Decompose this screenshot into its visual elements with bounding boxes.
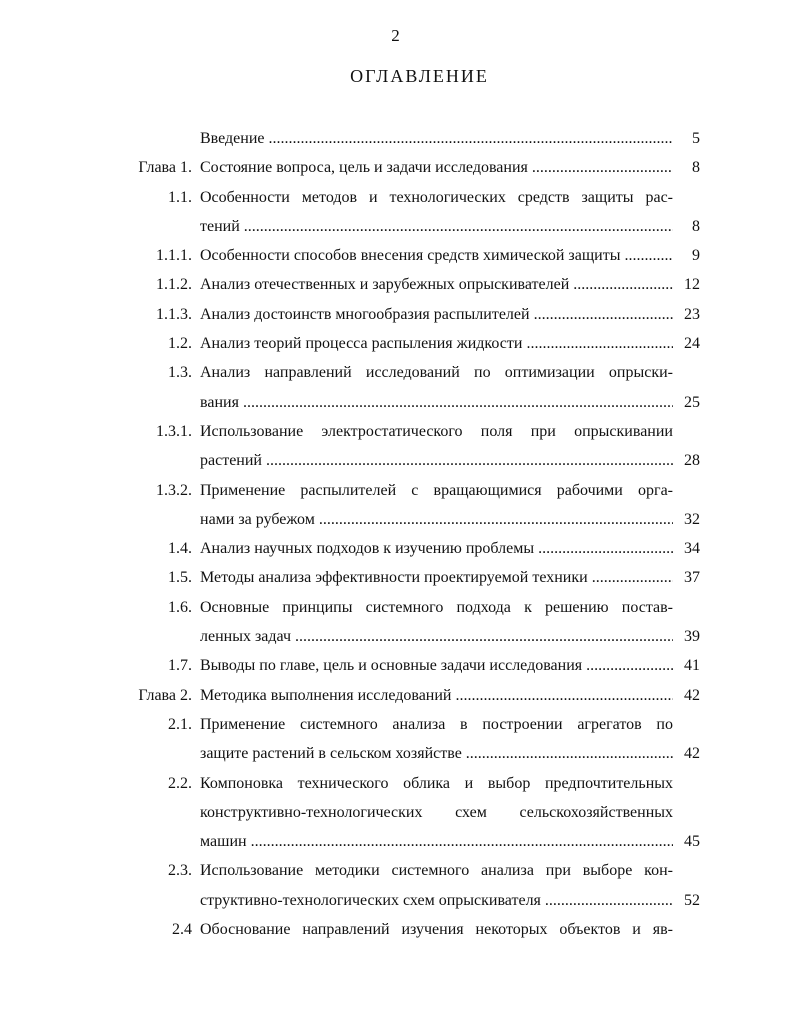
toc-entry-title: защите растений в сельском хозяйстве ..... [200,739,673,768]
toc-entry-number: 1.3. [168,364,192,382]
toc-entry-title: Анализ направлений исследований по оптимизации опрыски- [200,364,673,382]
toc-entry-title: Методы анализа эффективности проектируемой техники ..... [200,563,673,592]
toc-entry-page: 25 [684,393,700,411]
toc-entry-page: 42 [684,745,700,763]
toc-entry-number: 2.4 [172,921,192,939]
toc-entry-title: Применение системного анализа в построении агрегатов по [200,715,673,733]
toc-entry-page: 9 [692,247,700,265]
toc-entry-number: Глава 1. [138,159,192,177]
toc-entry-page: 34 [684,540,700,558]
toc-entry-line [0,329,791,358]
toc-entry-line [0,241,791,270]
toc-entry-page: 52 [684,891,700,909]
toc-entry-title: структивно-технологических схем опрыскивателя ..... [200,886,673,915]
toc-entry-line [0,856,791,885]
toc-entry-title: Анализ отечественных и зарубежных опрыскивателей ..... [200,270,673,299]
table-of-contents [0,124,791,944]
toc-entry-line [0,505,791,534]
toc-entry-number: 1.1.1. [156,247,192,265]
toc-entry-page: 39 [684,628,700,646]
toc-entry-number: 1.1.2. [156,276,192,294]
toc-entry-line [0,417,791,446]
page-number: 2 [391,26,400,45]
toc-entry-page: 42 [684,686,700,704]
toc-entry-page: 5 [692,130,700,147]
toc-entry-title: Анализ научных подходов к изучению проблемы ..... [200,534,673,563]
toc-entry-title: Анализ теорий процесса распыления жидкости ..... [200,329,673,358]
toc-entry-number: Глава 2. [138,686,192,704]
toc-entry-title: Особенности способов внесения средств химической защиты ..... [200,241,673,270]
toc-entry-page: 32 [684,510,700,528]
toc-entry-number: 1.1. [168,188,192,206]
toc-entry-title: нами за рубежом ..... [200,505,673,534]
toc-entry-title: машин ..... [200,827,673,856]
toc-entry-line [0,563,791,592]
toc-entry-line [0,212,791,241]
toc-entry-number: 1.3.2. [156,481,192,499]
toc-entry-number: 1.3.1. [156,422,192,440]
toc-entry-title: Использование методики системного анализа при выборе кон- [200,862,673,880]
toc-entry-line [0,388,791,417]
toc-entry-page: 8 [692,159,700,177]
toc-entry-line [0,651,791,680]
toc-entry-line [0,124,791,153]
toc-entry-page: 41 [684,657,700,675]
toc-entry-title: Использование электростатического поля при опрыскивании [200,422,673,440]
toc-entry-line [0,681,791,710]
toc-entry-title: Особенности методов и технологических средств защиты рас- [200,188,673,206]
toc-entry-line [0,534,791,563]
toc-entry-number: 2.1. [168,715,192,733]
toc-entry-line [0,739,791,768]
toc-entry-line [0,915,791,944]
toc-entry-title: Методика выполнения исследований ..... [200,681,673,710]
toc-entry-title: Выводы по главе, цель и основные задачи исследования ..... [200,651,673,680]
toc-entry-page: 24 [684,335,700,353]
toc-title: ОГЛАВЛЕНИЕ [350,66,489,86]
toc-entry-page: 12 [684,276,700,294]
toc-entry-line [0,827,791,856]
toc-entry-line [0,769,791,798]
toc-entry-page: 37 [684,569,700,587]
toc-entry-number: 1.1.3. [156,305,192,323]
toc-entry-title: конструктивно-технологических схем сельскохозяйственных [200,803,673,821]
toc-entry-line [0,476,791,505]
toc-entry-page: 8 [692,217,700,235]
toc-entry-number: 1.2. [168,335,192,353]
toc-entry-number: 2.2. [168,774,192,792]
toc-entry-title: Обоснование направлений изучения некоторых объектов и яв- [200,921,673,939]
toc-entry-page: 45 [684,833,700,851]
toc-entry-title: ленных задач ..... [200,622,673,651]
toc-entry-line [0,153,791,182]
toc-entry-title: Компоновка технического облика и выбор предпочтительных [200,774,673,792]
toc-entry-title: Применение распылителей с вращающимися рабочими орга- [200,481,673,499]
toc-entry-page: 28 [684,452,700,470]
toc-entry-number: 1.6. [168,598,192,616]
toc-entry-page: 23 [684,305,700,323]
toc-entry-title: вания ..... [200,388,673,417]
toc-entry-number: 1.7. [168,657,192,675]
toc-entry-line [0,358,791,387]
toc-entry-line [0,183,791,212]
toc-entry-number: 1.4. [168,540,192,558]
toc-entry-title: Состояние вопроса, цель и задачи исследования ..... [200,153,673,182]
toc-entry-title: Анализ достоинств многообразия распылителей ..... [200,300,673,329]
toc-entry-line [0,270,791,299]
toc-entry-line [0,886,791,915]
toc-entry-title: Основные принципы системного подхода к решению постав- [200,598,673,616]
toc-entry-number: 1.5. [168,569,192,587]
toc-entry-title: растений ..... [200,446,673,475]
toc-entry-line [0,593,791,622]
toc-entry-line [0,446,791,475]
toc-entry-line [0,622,791,651]
toc-entry-line [0,798,791,827]
toc-entry-title: Введение ..... [200,124,673,153]
toc-entry-number: 2.3. [168,862,192,880]
toc-entry-title: тений ..... [200,212,673,241]
toc-entry-line [0,300,791,329]
toc-entry-line [0,710,791,739]
